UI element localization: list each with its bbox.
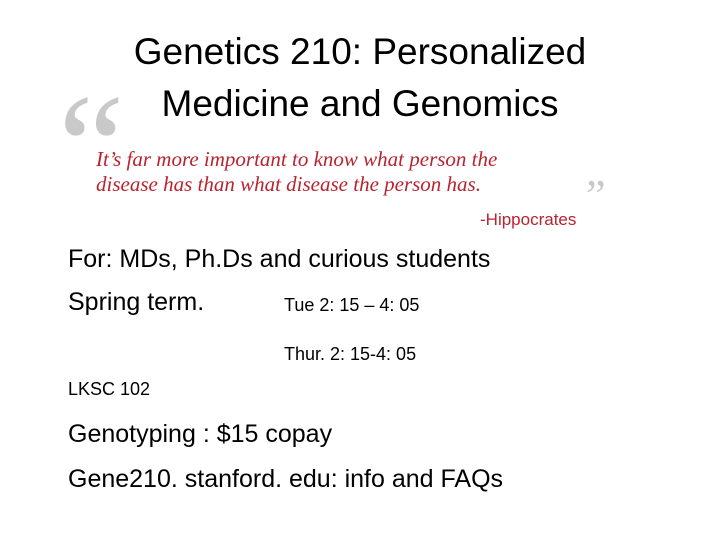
quote-line-2: disease has than what disease the person has. [96,172,481,196]
title-line-2: Medicine and Genomics [161,83,559,124]
genotyping-line: Genotyping : $15 copay [68,420,333,448]
location-line: LKSC 102 [68,379,151,399]
close-quote-mark: ” [586,171,606,220]
schedule-thursday: Thur. 2: 15-4: 05 [284,344,417,364]
quote-attribution: -Hippocrates [480,210,577,229]
website-line: Gene210. stanford. edu: info and FAQs [68,465,504,493]
quote-line-1: It’s far more important to know what person the [96,147,498,171]
audience-line: For: MDs, Ph.Ds and curious students [68,245,491,273]
open-quote-mark: “ [58,64,125,230]
term-line: Spring term. [68,288,205,316]
schedule-tuesday: Tue 2: 15 – 4: 05 [284,295,420,315]
title-line-1: Genetics 210: Personalized [133,31,587,72]
hippocrates-quote [96,147,656,197]
